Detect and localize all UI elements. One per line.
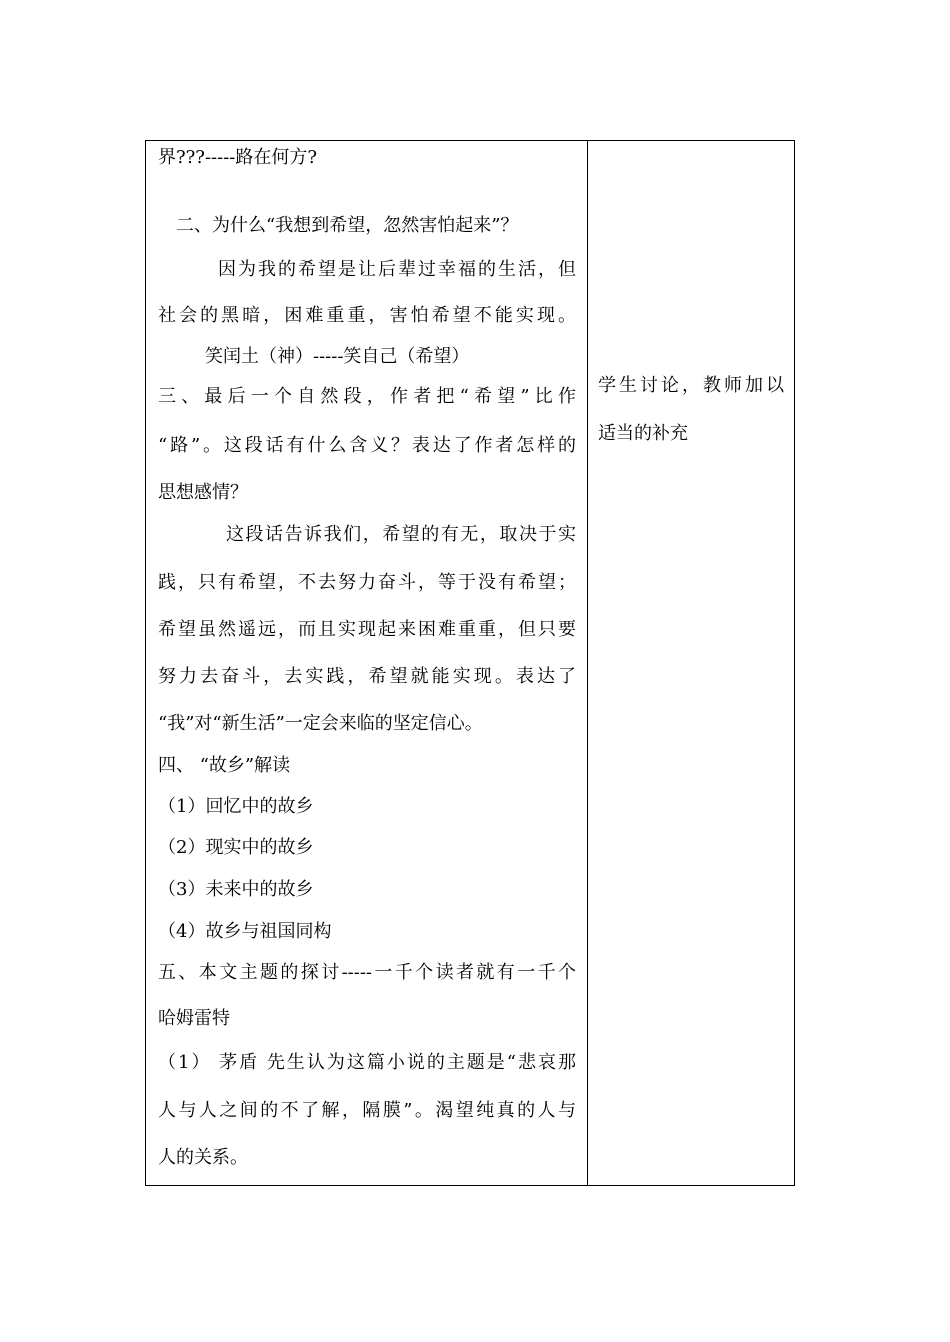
section-heading-2: 二、为什么“我想到希望，忽然害怕起来”？ — [176, 215, 519, 236]
teacher-note: 适当的补充 — [598, 423, 688, 444]
section-heading-4: 四、 “故乡”解读 — [158, 755, 291, 776]
text-line: 人与人之间的不了解，隔膜”。渴望纯真的人与 — [158, 1100, 576, 1121]
text-line: “路”。这段话有什么含义？表达了作者怎样的 — [158, 435, 576, 456]
text-line: 界???-----路在何方? — [158, 147, 318, 168]
text-line: 因为我的希望是让后辈过幸福的生活，但 — [218, 259, 576, 280]
text-line: 践，只有希望，不去努力奋斗，等于没有希望； — [158, 572, 576, 593]
text-line: 这段话告诉我们，希望的有无，取决于实 — [226, 524, 576, 545]
text-line: “我”对“新生活”一定会来临的坚定信心。 — [158, 713, 483, 734]
list-item: （3）未来中的故乡 — [158, 879, 314, 900]
column-divider — [587, 141, 588, 1185]
text-line: 笑闰土（神）-----笑自己（希望） — [205, 346, 470, 367]
text-line: 哈姆雷特 — [158, 1008, 230, 1029]
text-line: 思想感情？ — [158, 482, 248, 503]
section-heading-3: 三、最后一个自然段，作者把“希望”比作 — [158, 386, 576, 407]
list-item: （4）故乡与祖国同构 — [158, 921, 332, 942]
section-heading-5: 五、本文主题的探讨-----一千个读者就有一千个 — [158, 962, 576, 983]
list-item: （1） 茅盾 先生认为这篇小说的主题是“悲哀那 — [158, 1052, 576, 1073]
text-line: 努力去奋斗，去实践，希望就能实现。表达了 — [158, 666, 576, 687]
teacher-note: 学生讨论，教师加以 — [598, 375, 784, 396]
text-line: 社会的黑暗，困难重重，害怕希望不能实现。 — [158, 305, 576, 326]
list-item: （2）现实中的故乡 — [158, 837, 314, 858]
text-line: 希望虽然遥远，而且实现起来困难重重，但只要 — [158, 619, 576, 640]
lesson-table — [145, 140, 795, 1186]
list-item: （1）回忆中的故乡 — [158, 796, 314, 817]
text-line: 人的关系。 — [158, 1147, 248, 1168]
